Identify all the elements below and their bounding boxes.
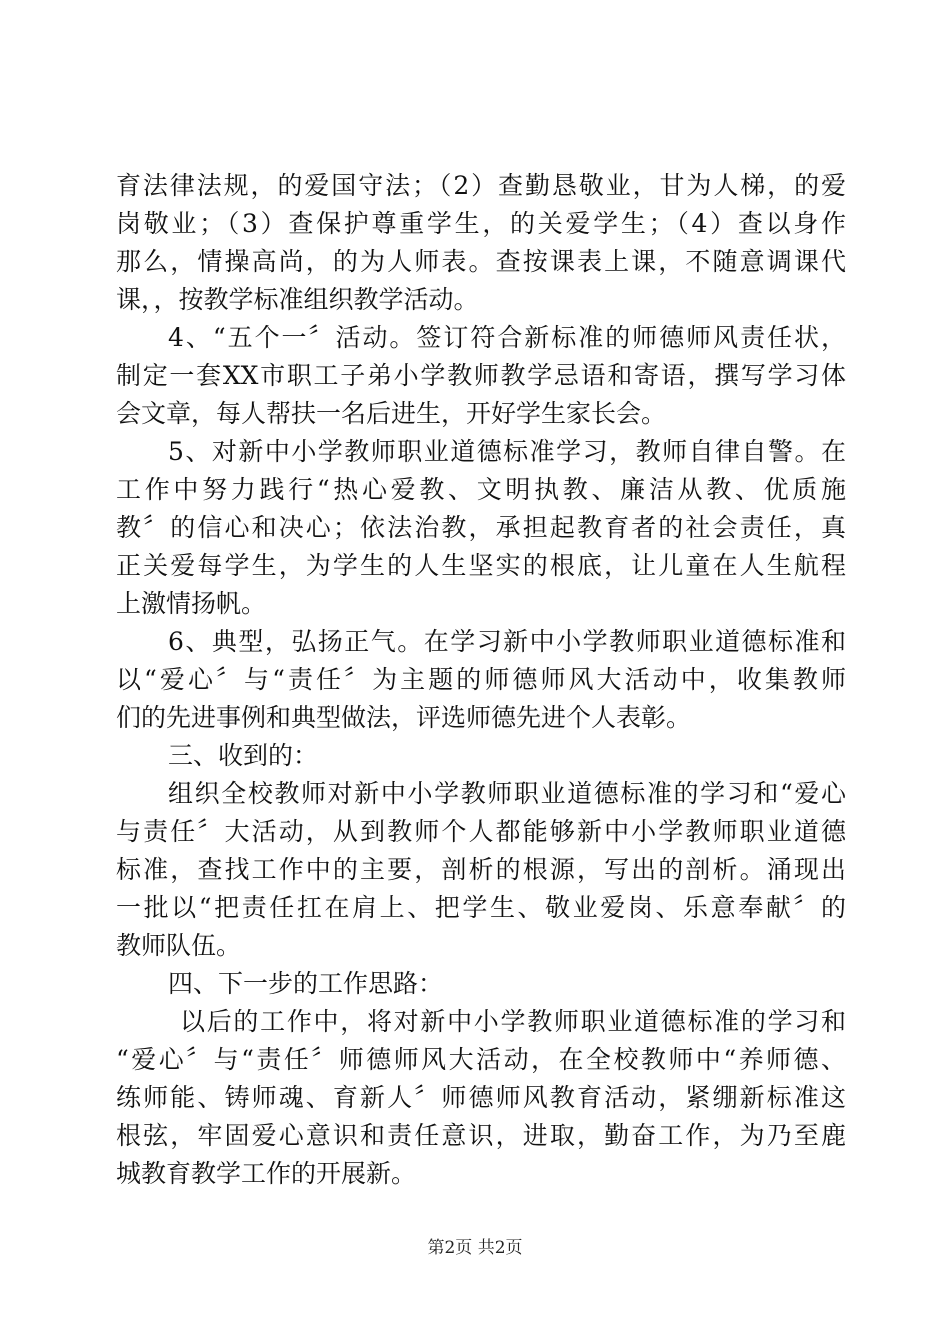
text-line: 练师能、铸师魂、育新人〞师德师风教育活动，紧绷新标准这 — [116, 1083, 846, 1112]
section-heading: 三、收到的： — [168, 741, 319, 770]
text-line: 以后的工作中，将对新中小学教师职业道德标准的学习和 — [180, 1007, 846, 1036]
text-line: 正关爱每学生，为学生的人生坚实的根底，让儿童在人生航程 — [116, 551, 846, 580]
text-line: 那么，情操高尚，的为人师表。查按课表上课，不随意调课代 — [116, 247, 846, 276]
text-line: 会文章，每人帮扶一名后进生，开好学生家长会。 — [116, 399, 667, 428]
text-line: 组织全校教师对新中小学教师职业道德标准的学习和“爱心 — [168, 779, 846, 808]
text-line: 城教育教学工作的开展新。 — [116, 1159, 417, 1188]
text-line: 课，，按教学标准组织教学活动。 — [116, 285, 479, 314]
text-line: 工作中努力践行“热心爱教、文明执教、廉洁从教、优质施 — [116, 475, 846, 504]
text-line: 岗敬业；（3）查保护尊重学生，的关爱学生；（4）查以身作 — [116, 209, 846, 238]
text-line: “爱心〞与“责任〞师德师风大活动，在全校教师中“养师德、 — [116, 1045, 846, 1074]
text-line: 一批以“把责任扛在肩上、把学生、敬业爱岗、乐意奉献〞的 — [116, 893, 846, 922]
text-line: 6、典型，弘扬正气。在学习新中小学教师职业道德标准和 — [168, 627, 846, 656]
text-line: 5、对新中小学教师职业道德标准学习，教师自律自警。在 — [168, 437, 846, 466]
text-line: 育法律法规，的爱国守法；（2）查勤恳敬业，甘为人梯，的爱 — [116, 171, 846, 200]
text-line: 上激情扬帆。 — [116, 589, 267, 618]
text-line: 制定一套XX市职工子弟小学教师教学忌语和寄语，撰写学习体 — [116, 361, 846, 390]
text-line: 与责任〞大活动，从到教师个人都能够新中小学教师职业道德 — [116, 817, 846, 846]
section-heading: 四、下一步的工作思路： — [168, 969, 444, 998]
text-line: 4、“五个一〞活动。签订符合新标准的师德师风责任状， — [168, 323, 846, 352]
text-line: 教师队伍。 — [116, 931, 242, 960]
text-line: 根弦，牢固爱心意识和责任意识，进取，勤奋工作，为乃至鹿 — [116, 1121, 846, 1150]
page-number-footer: 第2页 共2页 — [427, 1238, 523, 1258]
text-line: 标准，查找工作中的主要，剖析的根源，写出的剖析。涌现出 — [116, 855, 846, 884]
text-line: 教〞的信心和决心；依法治教，承担起教育者的社会责任，真 — [116, 513, 846, 542]
text-line: 们的先进事例和典型做法，评选师德先进个人表彰。 — [116, 703, 692, 732]
text-line: 以“爱心〞与“责任〞为主题的师德师风大活动中，收集教师 — [116, 665, 846, 694]
document-body — [116, 167, 846, 1193]
